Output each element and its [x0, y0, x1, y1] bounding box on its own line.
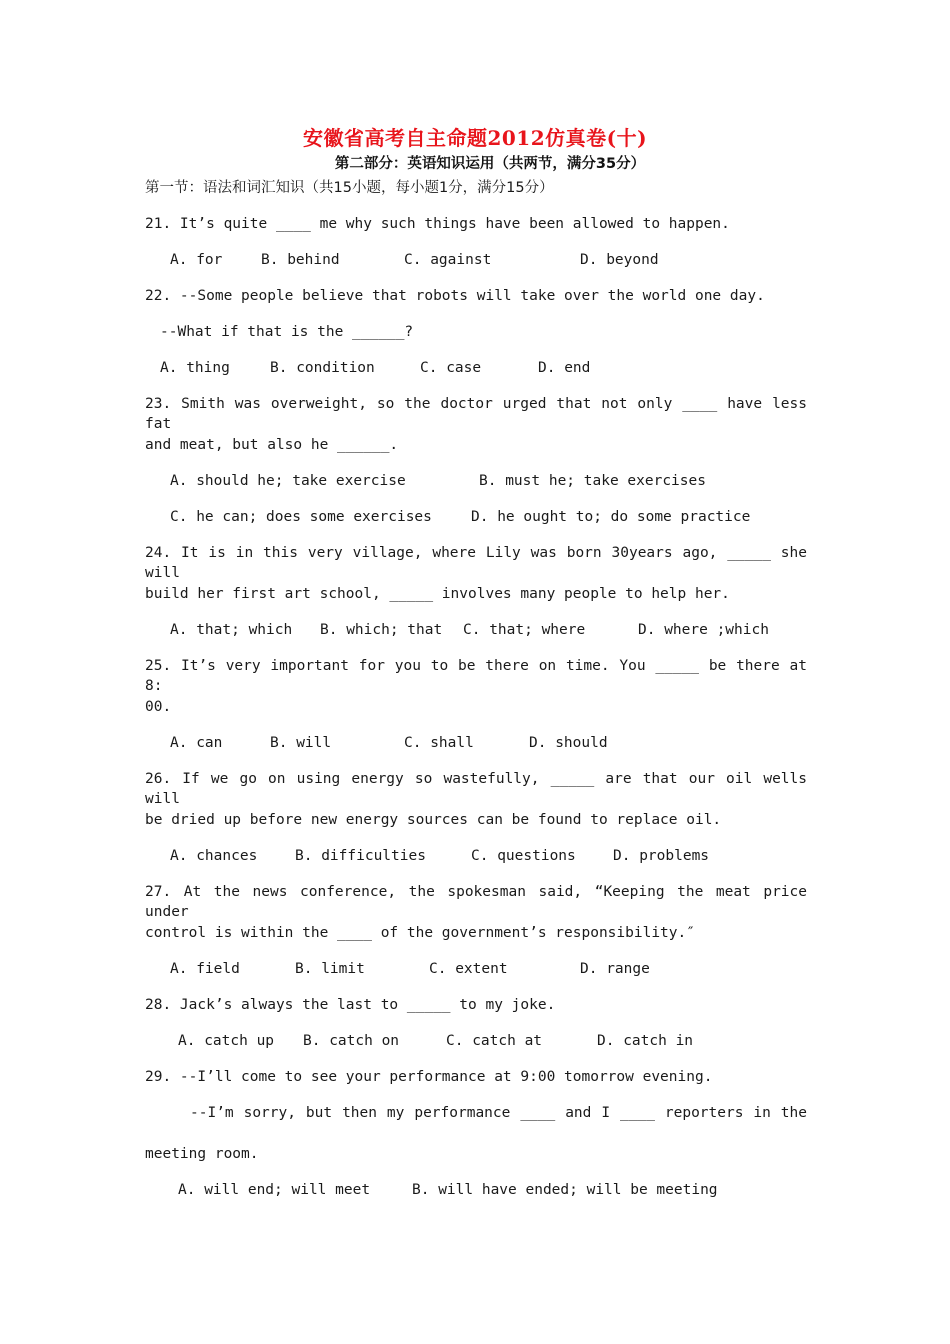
question-22-option-d: D. end: [538, 360, 591, 376]
question-23-stem-continued: and meat, but also he ______.: [145, 437, 399, 453]
question-27-option-a: A. field: [170, 961, 240, 977]
question-25-option-c: C. shall: [404, 735, 474, 751]
question-23-option-a: A. should he; take exercise: [170, 473, 406, 489]
section-heading: 第一节：语法和词汇知识（共15小题，每小题1分，满分15分）: [145, 180, 554, 196]
question-25-option-b: B. will: [270, 735, 332, 751]
question-22-stem-reply: --What if that is the ______?: [160, 324, 414, 340]
question-28-option-d: D. catch in: [597, 1033, 694, 1049]
question-28-option-b: B. catch on: [303, 1033, 400, 1049]
question-26-option-b: B. difficulties: [295, 848, 426, 864]
question-21-option-c: C. against: [404, 252, 492, 268]
question-29-option-a: A. will end; will meet: [178, 1182, 371, 1198]
page-title: 安徽省高考自主命题2012仿真卷(十): [302, 126, 648, 150]
question-28-stem: 28. Jack’s always the last to _____ to my joke.: [145, 997, 556, 1013]
question-26-option-a: A. chances: [170, 848, 258, 864]
question-22-option-b: B. condition: [270, 360, 375, 376]
question-29-stem-reply: --I’m sorry, but then my performance ____ and I ____ reporters in the: [190, 1105, 807, 1121]
question-23-option-c: C. he can; does some exercises: [170, 509, 432, 525]
question-24-option-a: A. that; which: [170, 622, 293, 638]
question-27-option-d: D. range: [580, 961, 650, 977]
question-21-option-d: D. beyond: [580, 252, 659, 268]
question-21-option-b: B. behind: [261, 252, 340, 268]
question-29-stem: 29. --I’ll come to see your performance at 9:00 tomorrow evening.: [145, 1069, 713, 1085]
question-27-stem-continued: control is within the ____ of the government’s responsibility.″: [145, 925, 695, 941]
question-24-option-b: B. which; that: [320, 622, 443, 638]
question-25-option-a: A. can: [170, 735, 223, 751]
question-24-stem-continued: build her first art school, _____ involves many people to help her.: [145, 586, 730, 602]
question-24-option-d: D. where ;which: [638, 622, 769, 638]
question-27-stem: 27. At the news conference, the spokesman said, “Keeping the meat price under: [145, 884, 807, 920]
question-28-option-a: A. catch up: [178, 1033, 275, 1049]
question-23-option-d: D. he ought to; do some practice: [471, 509, 751, 525]
question-22-stem: 22. --Some people believe that robots will take over the world one day.: [145, 288, 765, 304]
question-23-option-b: B. must he; take exercises: [479, 473, 706, 489]
question-27-option-c: C. extent: [429, 961, 508, 977]
question-21-stem: 21. It’s quite ____ me why such things have been allowed to happen.: [145, 216, 730, 232]
question-24-stem: 24. It is in this very village, where Lily was born 30years ago, _____ she will: [145, 545, 807, 581]
question-26-option-c: C. questions: [471, 848, 576, 864]
question-26-option-d: D. problems: [613, 848, 710, 864]
question-25-stem: 25. It’s very important for you to be there on time. You _____ be there at 8:: [145, 658, 807, 694]
question-29-stem-continued: meeting room.: [145, 1146, 259, 1162]
question-23-stem: 23. Smith was overweight, so the doctor urged that not only ____ have less fat: [145, 396, 807, 432]
question-21-option-a: A. for: [170, 252, 223, 268]
question-29-option-b: B. will have ended; will be meeting: [412, 1182, 718, 1198]
question-26-stem-continued: be dried up before new energy sources can be found to replace oil.: [145, 812, 722, 828]
question-25-stem-continued: 00.: [145, 699, 172, 715]
question-22-option-a: A. thing: [160, 360, 230, 376]
question-25-option-d: D. should: [529, 735, 608, 751]
part-heading: 第二部分：英语知识运用（共两节，满分35分）: [334, 156, 646, 172]
question-28-option-c: C. catch at: [446, 1033, 543, 1049]
question-26-stem: 26. If we go on using energy so wastefully, _____ are that our oil wells will: [145, 771, 807, 807]
question-24-option-c: C. that; where: [463, 622, 586, 638]
question-22-option-c: C. case: [420, 360, 482, 376]
question-27-option-b: B. limit: [295, 961, 365, 977]
